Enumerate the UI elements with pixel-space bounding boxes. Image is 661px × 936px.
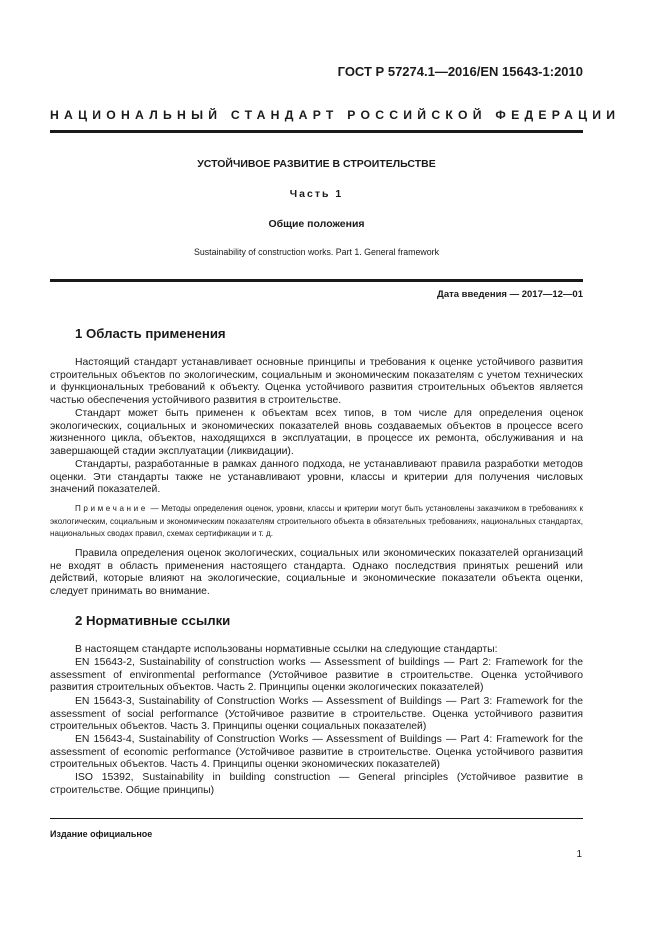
title-rule xyxy=(50,279,583,282)
section-1-paragraph-3: Стандарты, разработанные в рамках данного подхода, не устанавливают правила разработки методов оценки. Эти стандарты также не устанавливают уровни, классы и критерии для получения числовых значений показателей. xyxy=(50,459,583,496)
official-edition-label: Издание официальное xyxy=(50,829,153,839)
section-1-paragraph-2: Стандарт может быть применен к объектам всех типов, в том числе для определения оценок экологических, социальных и экономических показателей вновь создаваемых объектов в процессе всего жизненного цикла, объектов, находящихся в эксплуатации, в процессе их ремонта, обслуживания и на завершающей стадии эксплуатации (ликвидации). xyxy=(50,408,583,457)
document-title: УСТОЙЧИВОЕ РАЗВИТИЕ В СТРОИТЕЛЬСТВЕ xyxy=(197,158,436,170)
header-rule xyxy=(50,130,583,133)
standard-code: ГОСТ Р 57274.1—2016/EN 15643-1:2010 xyxy=(337,64,583,79)
note-label: Примечание xyxy=(75,504,148,513)
section-1-paragraph-1: Настоящий стандарт устанавливает основные принципы и требования к оценке устойчивого развития строительных объектов по экологическим, социальным и экономическим показателям с учетом технических и функциональных требований к объекту. Оценка устойчивого развития строительных объектов является частью обеспечения устойчивого развития в строительстве. xyxy=(50,357,583,406)
section-1-note xyxy=(50,503,583,541)
section-1-heading: 1 Область применения xyxy=(75,326,226,341)
reference-item: EN 15643-3, Sustainability of Construction Works — Assessment of Buildings — Part 3: Framework for the assessment of social performance (Устойчивое развитие в строительстве. Оценка устойчивого развития строительных объектов. Часть 3. Принципы оценки социальных показателей) xyxy=(50,696,583,733)
footer-rule xyxy=(50,818,583,819)
page-number: 1 xyxy=(576,849,582,860)
national-standard-banner: НАЦИОНАЛЬНЫЙ СТАНДАРТ РОССИЙСКОЙ ФЕДЕРАЦИИ xyxy=(50,108,621,122)
section-2-intro: В настоящем стандарте использованы нормативные ссылки на следующие стандарты: xyxy=(75,644,498,655)
part-label: Часть 1 xyxy=(289,188,344,200)
english-title: Sustainability of construction works. Part 1. General framework xyxy=(194,247,439,257)
document-subtitle: Общие положения xyxy=(268,218,365,230)
reference-item: ISO 15392, Sustainability in building construction — General principles (Устойчивое развитие в строительстве. Общие принципы) xyxy=(50,772,583,796)
section-2-heading: 2 Нормативные ссылки xyxy=(75,613,231,628)
note-text: — Методы определения оценок, уровни, классы и критерии могут быть установлены заказчиком в требованиях к экологическим, социальным и экономическим показателям строительного объекта в обязательных требованиях, национальных стандартах, национальных сводах правил, схемах сертификации и т. д. xyxy=(50,504,583,539)
reference-item: EN 15643-4, Sustainability of Construction Works — Assessment of Buildings — Part 4: Framework for the assessment of economic performance (Устойчивое развитие в строительстве. Оценка устойчивого развития строительных объектов. Часть 4. Принципы оценки экономических показателей) xyxy=(50,734,583,771)
section-1-paragraph-4: Правила определения оценок экологических, социальных или экономических показателей организаций не входят в область применения настоящего стандарта. Однако последствия принятых решений или действий, которые влияют на экологические, социальные и экономические показатели объекта оценки, следует принимать во внимание. xyxy=(50,548,583,597)
reference-item: EN 15643-2, Sustainability of construction works — Assessment of buildings — Part 2: Framework for the assessment of environmental performance (Устойчивое развитие в строительстве. Оценка устойчивого развития строительных объектов. Часть 2. Принципы оценки экологических показателей) xyxy=(50,657,583,694)
introduction-date: Дата введения — 2017—12—01 xyxy=(437,289,583,300)
